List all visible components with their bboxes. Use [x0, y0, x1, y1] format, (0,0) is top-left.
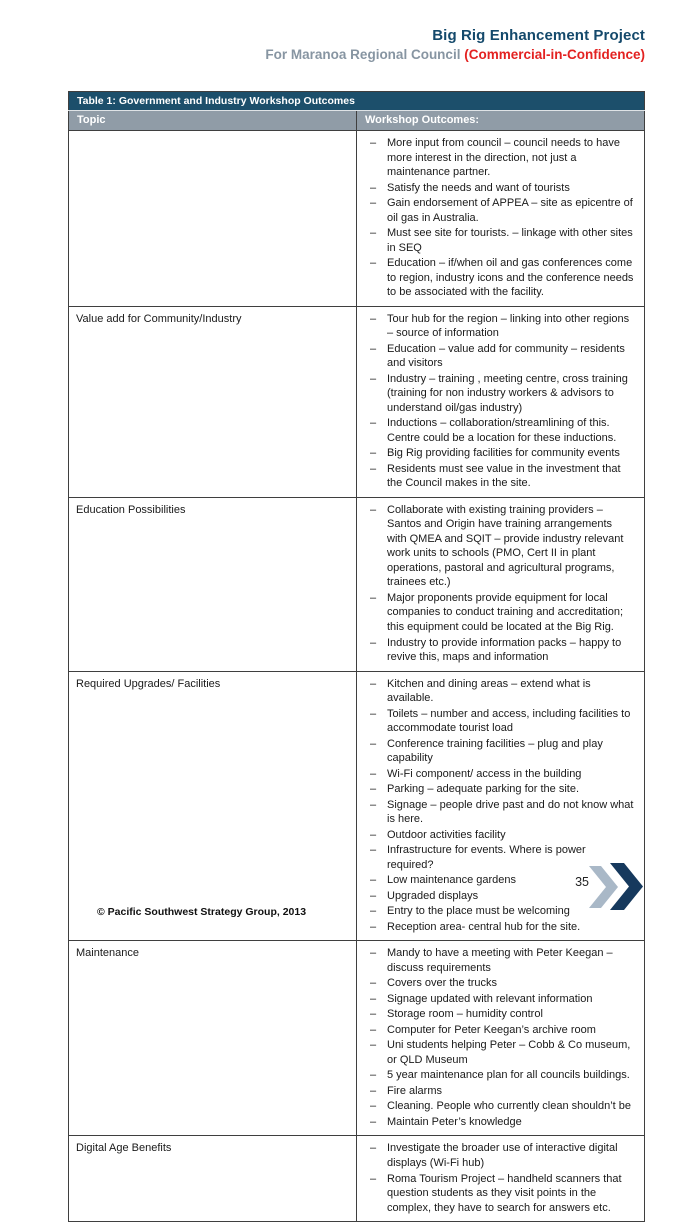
double-chevron-icon [588, 863, 644, 910]
table-head [69, 92, 645, 131]
table-row [69, 306, 645, 497]
outcome-item: – Parking – adequate parking for the site. [357, 782, 634, 797]
outcome-item: – Education – value add for community – residents and visitors [357, 342, 634, 371]
outcome-item: – Investigate the broader use of interactive digital displays (Wi-Fi hub) [357, 1141, 634, 1170]
page-number: 35 [575, 875, 589, 889]
outcome-item: – Industry – training , meeting centre, cross training (training for non industry workers & advisors to understand oil/gas industry) [357, 372, 634, 416]
outcome-item: – Low maintenance gardens [357, 873, 634, 888]
table-caption: Table 1: Government and Industry Workshop Outcomes [69, 92, 645, 111]
outcome-item: – Collaborate with existing training providers – Santos and Origin have training arrangements with QMEA and SQIT – provide industry relevant work units to schools (PMO, Cert II in plant operations, pastoral and agricultural programs, trainees etc.) [357, 503, 634, 590]
outcome-item: – Fire alarms [357, 1084, 634, 1099]
outcome-item: – Toilets – number and access, including facilities to accommodate tourist load [357, 707, 634, 736]
report-title: Big Rig Enhancement Project [432, 27, 645, 44]
outcomes-cell [357, 131, 645, 307]
outcome-item: – Maintain Peter’s knowledge [357, 1115, 634, 1130]
outcome-item: – Inductions – collaboration/streamlining of this. Centre could be a location for these inductions. [357, 416, 634, 445]
topic-cell: Value add for Community/Industry [69, 306, 357, 497]
outcome-item: – Must see site for tourists. – linkage with other sites in SEQ [357, 226, 634, 255]
table-body [69, 131, 645, 1222]
outcome-item: – Wi-Fi component/ access in the building [357, 767, 634, 782]
outcome-item: – Uni students helping Peter – Cobb & Co museum, or QLD Museum [357, 1038, 634, 1067]
outcome-item: – Industry to provide information packs – happy to revive this, maps and information [357, 636, 634, 665]
outcome-item: – Mandy to have a meeting with Peter Keegan – discuss requirements [357, 946, 634, 975]
outcome-item: – Cleaning. People who currently clean shouldn’t be [357, 1099, 634, 1114]
chevron-light [589, 866, 618, 908]
outcomes-cell [357, 941, 645, 1136]
outcomes-list [357, 498, 634, 665]
outcome-item: – Kitchen and dining areas – extend what is available. [357, 677, 634, 706]
outcome-item: – Roma Tourism Project – handheld scanners that question students as they visit points in the complex, they have to search for answers etc. [357, 1172, 634, 1216]
table-row [69, 1136, 645, 1222]
topic-cell: Required Upgrades/ Facilities [69, 671, 357, 941]
table-row [69, 941, 645, 1136]
outcome-item: – Signage updated with relevant information [357, 992, 634, 1007]
outcome-item: – Outdoor activities facility [357, 828, 634, 843]
outcome-item: – Signage – people drive past and do not know what is here. [357, 798, 634, 827]
workshop-outcomes-table [68, 91, 645, 1222]
topic-cell: Digital Age Benefits [69, 1136, 357, 1222]
column-header-topic: Topic [69, 111, 357, 131]
outcome-item: – Satisfy the needs and want of tourists [357, 181, 634, 196]
outcomes-list [357, 131, 634, 300]
outcome-item: – Covers over the trucks [357, 976, 634, 991]
table-row [69, 131, 645, 307]
table-row [69, 671, 645, 941]
topic-cell [69, 131, 357, 307]
copyright-notice: © Pacific Southwest Strategy Group, 2013 [97, 906, 307, 918]
outcome-item: – Upgraded displays [357, 889, 634, 904]
outcome-item: – Residents must see value in the investment that the Council makes in the site. [357, 462, 634, 491]
outcome-item: – 5 year maintenance plan for all councils buildings. [357, 1068, 634, 1083]
outcome-item: – Major proponents provide equipment for local companies to conduct training and accreditation; this equipment could be located at the Big Rig. [357, 591, 634, 635]
outcome-item: – Entry to the place must be welcoming [357, 904, 634, 919]
outcome-item: – Reception area- central hub for the site. [357, 920, 634, 935]
outcomes-list [357, 1136, 634, 1215]
report-subtitle [265, 47, 645, 62]
outcomes-cell [357, 306, 645, 497]
outcome-item: – Infrastructure for events. Where is power required? [357, 843, 634, 872]
outcome-item: – Gain endorsement of APPEA – site as epicentre of oil gas in Australia. [357, 196, 634, 225]
outcome-item: – Storage room – humidity control [357, 1007, 634, 1022]
outcome-item: – More input from council – council needs to have more interest in the direction, not just a maintenance partner. [357, 136, 634, 180]
outcome-item: – Tour hub for the region – linking into other regions – source of information [357, 312, 634, 341]
report-subtitle-text: For Maranoa Regional Council [265, 47, 461, 62]
page-header [265, 27, 645, 62]
outcomes-cell [357, 497, 645, 671]
outcome-item: – Education – if/when oil and gas conferences come to region, industry icons and the conference needs to be associated with the facility. [357, 256, 634, 300]
column-header-outcomes: Workshop Outcomes: [357, 111, 645, 131]
outcomes-list [357, 941, 634, 1129]
outcomes-cell [357, 1136, 645, 1222]
table-row [69, 497, 645, 671]
topic-cell: Maintenance [69, 941, 357, 1136]
outcome-item: – Conference training facilities – plug and play capability [357, 737, 634, 766]
topic-cell: Education Possibilities [69, 497, 357, 671]
outcome-item: – Computer for Peter Keegan’s archive room [357, 1023, 634, 1038]
outcomes-list [357, 307, 634, 491]
outcome-item: – Big Rig providing facilities for community events [357, 446, 634, 461]
confidential-label: (Commercial-in-Confidence) [464, 47, 645, 62]
